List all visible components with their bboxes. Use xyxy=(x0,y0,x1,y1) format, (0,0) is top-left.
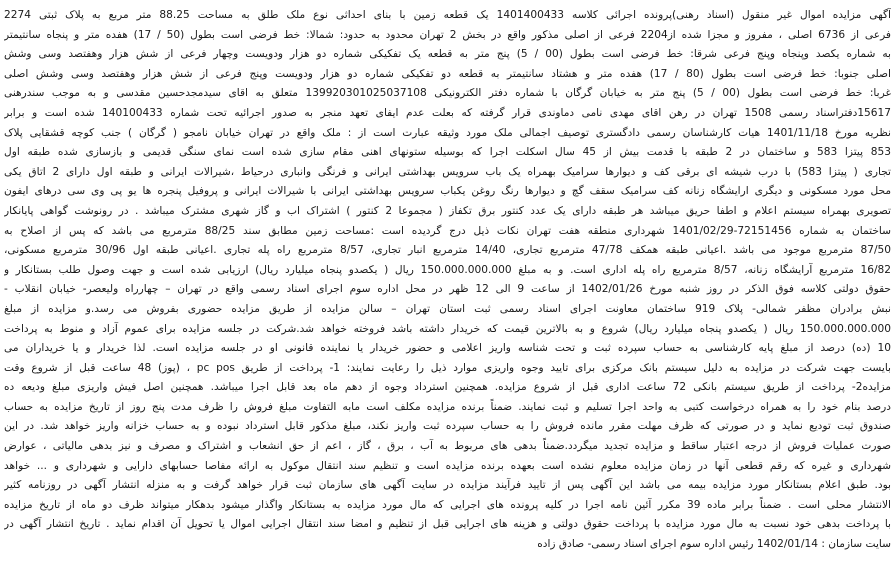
notice-line: 15617دفتراسناد رسمی 1508 تهران در رهن اقای مهدی نامی دماوندی قرار گرفته که بعلت عدم ایفای تعهد منجر به صدور اجرائیه تحت شماره 140100433 شده است و برابر xyxy=(4,106,891,119)
notice-line: صندوق ثبت تودیع نماید و در صورتی که ظرف مهلت مقرر مانده فروش را به حساب سپرده ثبت واریز نکند، مبلغ مذکور قابل استرداد نبوده و به حساب خزانه واریز خواهد شد. در این xyxy=(4,420,891,433)
notice-line: حقوق دولتی کلاسه فوق الذکر در روز شنبه مورخ 1402/01/26 از ساعت 9 الی 12 ظهر در محل اداره سوم اجرای اسناد رسمی واقع در تهران – چهارراه ولیعصر- خیابان انقلاب - xyxy=(4,283,891,296)
notice-line: به شماره یکصد وپنجاه وپنج فرعی شرقا: خط فرضی است بطول (00 / 5) پنج متر به قطعه یک تفکیکی شماره دو هزار ودویست وچهار فرعی از شش هزار وهفتصد وسی وشش xyxy=(4,48,891,61)
notice-line: مزایده2- پرداخت از طریق سیستم بانکی 72 ساعت اداری قبل از شروع مزایده. همچنین استرداد وجوه از دهم ماه بعد قابل اجرا میباشد. همچنین اصل فیش واریزی مبلغ ودیعه ده xyxy=(4,381,891,394)
notice-line: با پرداخت بدهی خود نسبت به مال مورد مزایده با پرداخت حقوق دولتی و هزینه های اجرایی قبل از تنظیم و امضا سند انتقال اجرایی اموال یا تحویل آن اقدام نماید . تاریخ انتشار آگهی در xyxy=(4,518,891,531)
notice-signature-line: سایت سازمان : 1402/01/14 رئیس اداره سوم اجرای اسناد رسمی- صادق زاده xyxy=(537,538,891,551)
notice-line: اصلی جنوبا: خط فرضی است بطول (80 / 17) هفده متر و هشتاد سانتیمتر به قطعه دو تفکیکی شماره دو هزار ودویست وپنج فرعی از شش هزار وهفتصد وسی وشش اصلی xyxy=(4,67,891,80)
notice-line: غربا: خط فرضی است بطول (00 / 5) پنج متر به خیابان گرگان با شماره دفتر الکترونیکی 139920301025037108 متعلق به اقای سیدمجدحسین مقدسی و به موجب سندرهنی xyxy=(4,87,891,100)
notice-line: 16/82 مترمربع آرایشگاه زنانه، 8/57 مترمربع راه پله اداری است. و به مبلغ 150.000.000.000 ریال ( یکصدو پنجاه میلیارد ریال) ارزیابی شده است و جهت وصول طلب بستانکار و xyxy=(4,263,891,276)
notice-line: محل مورد مسکونی و دیگری ارایشگاه زنانه کف سرامیک سقف گچ و دیوارها رنگ روغن یکباب سرویس بهداشتی ایرانی با شیرالات ایرانی و پروفیل پنجره ها یو پی وی سی درهای ایفون xyxy=(4,185,891,198)
notice-line: نبش برادران مظفر شمالی- پلاک 919 ساختمان معاونت اجرای اسناد رسمی ثبت استان تهران – سالن مزایده از طریق مزایده حضوری بفروش می رسد.و مزایده از مبلغ xyxy=(4,302,891,315)
notice-line: تجاری ( پیتزا 583) با درب شیشه ای برقی کف و دیوارها سرامیک بهمراه یک باب سرویس بهداشتی ایرانی و فرنگی وانباری درحیاط ،شیرالات ایرانی و طبقه اول دارای 2 اتاق یکی xyxy=(4,165,891,178)
notice-line: نظریه مورخ 1401/11/18 هیات کارشناسان رسمی دادگستری توصیف اجمالی ملک مورد وثیقه عبارت است از : ملک واقع در تهران خیابان نامجو ( گرگان ) جنب کوچه قشقایی پلاک xyxy=(4,126,891,139)
notice-line: 150.000.000.000 ریال ( یکصدو پنجاه میلیارد ریال) شروع و به بالاترین قیمت که خریدار داشته باشد فروخته خواهد شد.شرکت در جلسه مزایده برای عموم آزاد و منوط به پرداخت xyxy=(4,322,891,335)
notice-line: 10 (ده) درصد از مبلغ پایه کارشناسی به حساب سپرده ثبت و تحت شناسه واریز اعلامی و حضور خریدار یا نماینده قانونی او در جلسه مزایده است. لذا خریدار و یا خریداران می xyxy=(4,342,891,355)
notice-line: درصد بنام خود را به همراه درخواست کتبی به واحد اجرا تسلیم و ثبت نمایند. ضمناً برنده مزایده مکلف است مابه التفاوت مبلغ فروش را ظرف مدت پنج روز از تاریخ مزایده به حساب xyxy=(4,400,891,413)
notice-line: شهرداری و غیره که رقم قطعی آنها در زمان مزایده معلوم نشده است بعهده برنده مزایده است و تنظیم سند انتقال موکول به ارائه مفاصا حسابهای دارایی و شهرداری و ... خواهد xyxy=(4,459,891,472)
notice-line: بایست جهت شرکت در مزایده به دلیل سیستم بانک مرکزی برای تایید وجوه واریزی موارد ذیل را رعایت نمایند: 1- پرداخت از طریق pc pos ، (پوز) 48 ساعت قبل از شروع وقت xyxy=(4,361,891,374)
notice-line: بود. طبق اعلام بستانکار مورد مزایده بیمه می باشد این آگهی پس از تایید فرآیند مزایده در سایت آگهی های سازمان ثبت قرار خواهد گرفت و به منزله انتشار آگهی در روزنامه کثیر xyxy=(4,479,891,492)
notice-line: فرعی از 6736 اصلی ، مفروز و مجزا شده از2204 فرعی از اصلی مذکور واقع در بخش 2 تهران محدود به حدود: شمالا: خط فرضی است بطول (50 / 17) هفده متر و پنجاه سانتیمتر xyxy=(4,28,891,41)
notice-line: ساختمان به شماره 72151456-1401/02/29 شهرداری منطقه هفت تهران نکات ذیل درج گردیده است :مساحت زمین مطابق سند 88/25 مترمربع می باشد که پس از اصلاح به xyxy=(4,224,891,237)
notice-line: صورت عملیات فروش از درجه اعتبار ساقط و مزایده تجدید میگردد.ضمناً بدهی های مربوط به آب ، برق ، گاز ، اعم از حق انشعاب و اشتراک و مصرف و نیز بدهی مالیاتی ، عوارض xyxy=(4,440,891,453)
notice-line: الانتشار محلی است . ضمناً برابر ماده 39 مکرر آئین نامه اجرا در کلیه پرونده های اجرایی که مال مورد مزایده به بستانکار واگذار میشود بدهکار میتواند ظرف دو ماه از تاریخ مزایده xyxy=(4,498,891,511)
notice-line: 853 پیتزا 583 و ساختمان در 2 طبقه با قدمت بیش از 45 سال اسکلت اجرا که بوسیله ستونهای اهنی مقام سازی شده است نمای سنگی قدیمی و بازسازی شده طبقه اول xyxy=(4,146,891,159)
notice-line: 87/50 مترمربع موجود می باشد .اعیانی طبقه همکف 47/78 مترمربع تجاری، 14/40 مترمربع انبار تجاری، 8/57 مترمربع راه پله تجاری .اعیانی طبقه اول 30/96 مترمربع مسکونی، xyxy=(4,244,891,257)
notice-line: تصویری بهمراه سیستم اعلام و اطفا حریق میباشد هر طبقه دارای یک عدد کنتور برق تکفاز ( مجموعا 2 کنتور ) اشتراک اب و گاز شهری مشترک میباشد . در رونوشت گواهی پایانکار xyxy=(4,204,891,217)
notice-line: آگهی مزایده اموال غیر منقول (اسناد رهنی)پرونده اجرائی کلاسه 1401400433 یک قطعه زمین با بنای احداثی نوع ملک طلق به مساحت 88.25 متر مربع به پلاک ثبتی 2274 xyxy=(4,9,891,21)
